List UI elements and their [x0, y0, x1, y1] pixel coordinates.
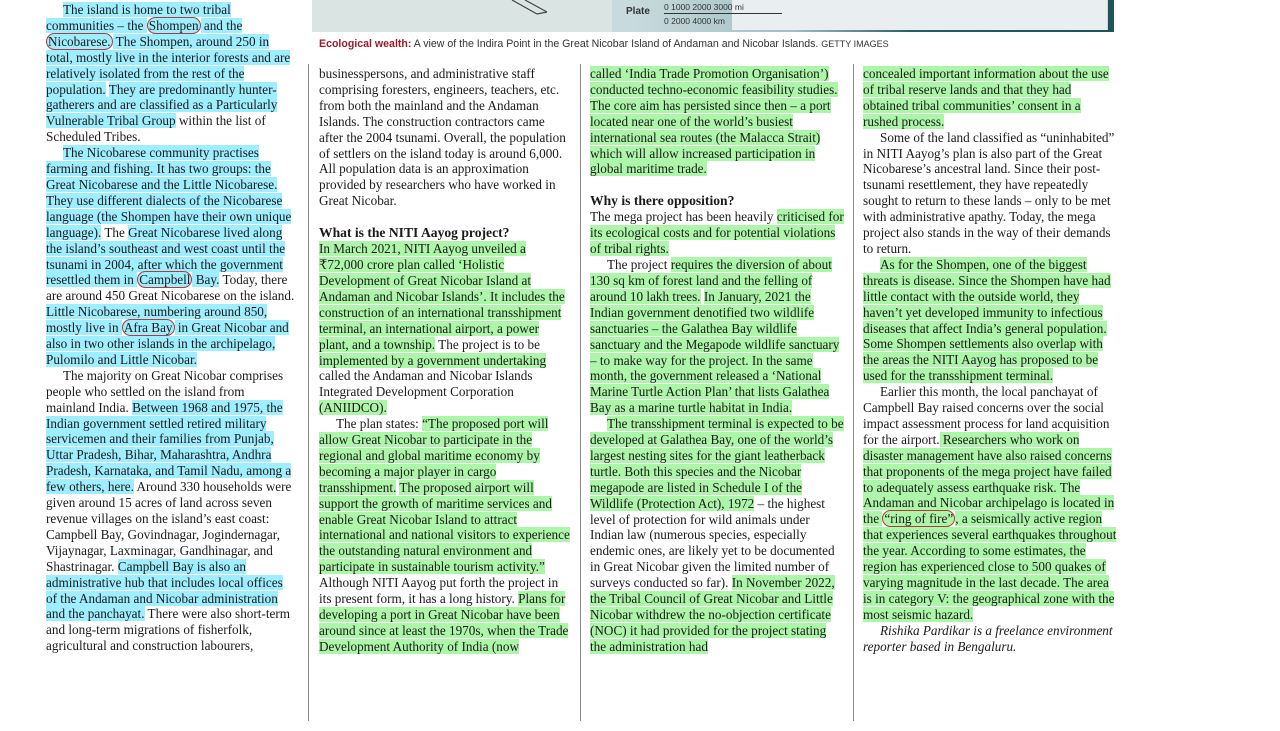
column-4: [863, 66, 1117, 655]
highlighted-text: They use different dialects of the Nicobarese language (the Shompen have their own unique language).: [46, 192, 292, 240]
caption-text: A view of the Indira Point in the Great Nicobar Island of Andaman and Nicobar Islands.: [413, 38, 819, 50]
paragraph: [319, 241, 571, 416]
caption-title: Ecological wealth:: [319, 38, 412, 50]
circled-text: Nicobarese.: [48, 33, 111, 49]
byline: Rishika Pardikar is a freelance environment reporter based in Bengaluru.: [863, 622, 1113, 654]
text-segment: – the highest level of protection for wild animals under Indian law (numerous species, especially endemic ones, are likely yet to be documented in Great Nicobar given the limited number of surveys conducted so far).: [590, 495, 835, 591]
highlighted-text: Great Nicobarese lived along the island’s southeast and west coast until the tsunami in 2004, after which the government resettled them in: [46, 224, 286, 288]
circled-text: Afra Bay: [123, 320, 173, 336]
scale-bar: [664, 13, 782, 14]
text-segment: There were also short-term and long-term migrations of fisherfolk, agricultural and construction labourers,: [46, 606, 290, 654]
highlighted-text: Between 1968 and 1975, the Indian government settled retired military servicemen and their families from Punjab, Uttar Pradesh, Bihar, Maharashtra, Andhra Pradesh, Karnataka, and Tamil Nadu, among a few others, here.: [46, 399, 292, 495]
paragraph: [590, 257, 844, 416]
highlighted-text: The proposed airport will support the growth of maritime services and enable Great Nicobar Island to attract international and national visitors to experience the outstanding natural environment and participate in sustainable tourism activity.”: [319, 479, 570, 575]
paragraph: [590, 209, 844, 257]
highlighted-text: As for the Shompen, one of the biggest threats is disease. Since the Shompen have had little contact with the outside world, they haven’t yet developed immunity to infectious diseases that affect India’s general population. Some Shompen settlements also overlap with the areas the NITI Aayog has proposed to be used for the transshipment terminal.: [863, 256, 1111, 384]
highlighted-text: The Nicobarese community practises farming and fishing. It has two groups: the Great Nicobarese and the Little Nicobarese.: [46, 145, 278, 192]
plate-label: Plate: [626, 6, 650, 17]
paragraph: [863, 384, 1117, 623]
highlighted-text: In November 2022, the Tribal Council of Great Nicobar and Little Nicobar withdrew the no-objection certificate (NOC) it had provided for the project stating the administration had: [590, 575, 835, 654]
highlighted-text: Little Nicobarese, numbering around 850, mostly live in: [46, 304, 268, 336]
paragraph: [46, 2, 296, 145]
text-segment: businesspersons, and administrative staff comprising foresters, engineers, teachers, etc. from both the mainland and the Andaman Islands. The construction contractors came after the 2004 tsunami. Overall, the population of settlers on the island today is around 6,000. All population data is an approximation provided by researchers who have worked in Great Nicobar.: [319, 66, 566, 209]
highlighted-text: In March 2021, NITI Aayog unveiled a ₹72,000 crore plan called ‘Holistic Development of Great Nicobar Island at Andaman and Nicobar Islands’. It includes the construction of an international transshipment terminal, an international airport, a power plant, and a township.: [319, 241, 565, 352]
column-rule: [308, 64, 309, 721]
highlighted-text: The Shompen, around 250 in total, mostly live in the interior forests and are relatively isolated from the rest of the population.: [46, 33, 291, 97]
highlighted-text: criticised for its ecological costs and for potential violations of tribal rights.: [590, 209, 844, 257]
paragraph: [590, 66, 844, 177]
highlighted-text: Plans for developing a port in Great Nicobar have been around since at least the 1970s, when the Trade Development Authority of India (now: [319, 591, 569, 654]
highlighted-text: Campbell Bay is also an administrative hub that includes local offices of the Andaman and Nicobar administration and the panchayat.: [46, 558, 283, 622]
circled-text: Campbell: [139, 272, 191, 288]
photo-caption: [319, 38, 1119, 50]
column-rule: [580, 64, 581, 721]
highlighted-text: In January, 2021 the Indian government denotified two wildlife sanctuaries – the Galathea Bay wildlife sanctuary and the Megapode wildlife sanctuary – to make way for the project. In the same month, the government released a ‘National Marine Turtle Action Plan’ that lists Galathea Bay as a marine turtle habitat in India.: [590, 288, 840, 416]
text-segment: within the list of Scheduled Tribes.: [46, 113, 266, 145]
section-heading: What is the NITI Aayog project?: [319, 225, 510, 241]
paragraph: [319, 416, 571, 655]
paragraph: [863, 66, 1117, 130]
text-segment: Today, there are around 450 Great Nicobarese on the island.: [46, 272, 295, 304]
text-segment: Although NITI Aayog put forth the project in its present form, it has a long history.: [319, 575, 559, 607]
text-segment: The plan states:: [336, 416, 423, 432]
circled-text: “ring of fire”: [884, 511, 954, 527]
text-segment: The majority on Great Nicobar comprises people who settled on the island from mainland India.: [46, 367, 284, 415]
pen-drawing-icon: [507, 0, 567, 32]
text-segment: called the Andaman and Nicobar Islands Integrated Development Corporation: [319, 368, 533, 400]
scale-miles: 0 1000 2000 3000 mi: [664, 2, 744, 12]
highlighted-text: (ANIIDCO).: [319, 400, 387, 416]
column-rule: [853, 64, 854, 721]
paragraph: [46, 368, 296, 654]
highlighted-text: Bay.: [192, 272, 220, 288]
text-segment: The: [101, 224, 129, 240]
text-segment: Around 330 households were given around 15 acres of land across seven revenue villages on the island’s east coast: Campbell Bay, Govindnagar, Jogindernagar, Vijaynagar, Laxminagar, Gandhinagar, and Shastrinagar.: [46, 479, 292, 574]
highlighted-text: and the: [200, 17, 243, 33]
text-segment: Earlier this month, the local panchayat of Campbell Bay raised concerns over the social impact assessment process for land acquisition for the airport.: [863, 384, 1110, 447]
highlighted-text: implemented by a government undertaking: [319, 352, 547, 368]
highlighted-text: called ‘India Trade Promotion Organisation’) conducted techno-economic feasibility studies.: [590, 66, 838, 97]
paragraph: [863, 257, 1117, 384]
highlighted-text: concealed important information about the use of tribal reserve lands and that they had obtained tribal communities’ consent in a rushed process.: [863, 66, 1109, 129]
highlighted-text: Researchers who work on disaster management have also raised concerns that proponents of the mega project have failed to adequately assess earthquake risk. The Andaman and Nicobar archipelago is located in the: [863, 431, 1115, 527]
circled-text: Shompen: [148, 17, 199, 33]
scale-km: 0 2000 4000 km: [664, 16, 725, 26]
column-1: [46, 2, 296, 654]
text-segment: The project: [607, 257, 671, 273]
text-segment: The project is to be: [435, 336, 540, 352]
highlighted-text: The island is home to two tribal: [63, 2, 231, 17]
column-2: [319, 66, 571, 655]
highlighted-text: in Great Nicobar and also in two other islands in the archipelago, Pulomilo and Little Nicobar.: [46, 320, 289, 367]
highlighted-text: The core aim has persisted since then – a port located near one of the world’s busiest international sea routes (the Malacca Strait) which will allow increased participation in global maritime trade.: [590, 97, 831, 177]
section-heading: Why is there opposition?: [590, 193, 735, 209]
text-segment: The mega project has been heavily: [590, 209, 777, 225]
paragraph: [863, 130, 1117, 257]
paragraph: [319, 66, 571, 209]
caption-credit: GETTY IMAGES: [821, 39, 889, 49]
map-land: [312, 0, 612, 32]
map-legend-box: [732, 0, 1108, 30]
highlighted-text: “The proposed port will allow Great Nicobar to participate in the regional and global maritime economy by becoming a major player in cargo transshipment.: [319, 416, 549, 495]
highlighted-text: They are predominantly hunter-gatherers and are classified as a Particularly Vulnerable Tribal Group: [46, 81, 278, 129]
map-image: [312, 0, 1114, 32]
highlighted-text: requires the diversion of about 130 sq km of forest land and the felling of around 10 lakh trees.: [590, 257, 832, 304]
highlighted-text: The transshipment terminal is expected to be developed at Galathea Bay, one of the world’s largest nesting sites for the giant leatherback turtle. Both this species and the Nicobar megapode are listed in Schedule I of the Wildlife (Protection Act), 1972: [590, 416, 844, 511]
text-segment: Some of the land classified as “uninhabited” in NITI Aayog’s plan is also part of the Great Nicobarese’s ancestral land. Since their post-tsunami resettlement, they have repeatedly sought to return to these lands – only to be met with administrative apathy. Today, the mega project also stands in the way of their demands to return.: [863, 129, 1115, 256]
highlighted-text: communities – the: [46, 17, 147, 33]
column-3: [590, 66, 844, 655]
paragraph: [590, 416, 844, 655]
highlighted-text: , a seismically active region that experiences several earthquakes throughout the year. According to some estimates, the region has experienced close to 500 quakes of varying magnitude in the last decade. The area is in category V: the geographical zone with the most seismic hazard.: [863, 511, 1117, 622]
paragraph: [46, 145, 296, 368]
